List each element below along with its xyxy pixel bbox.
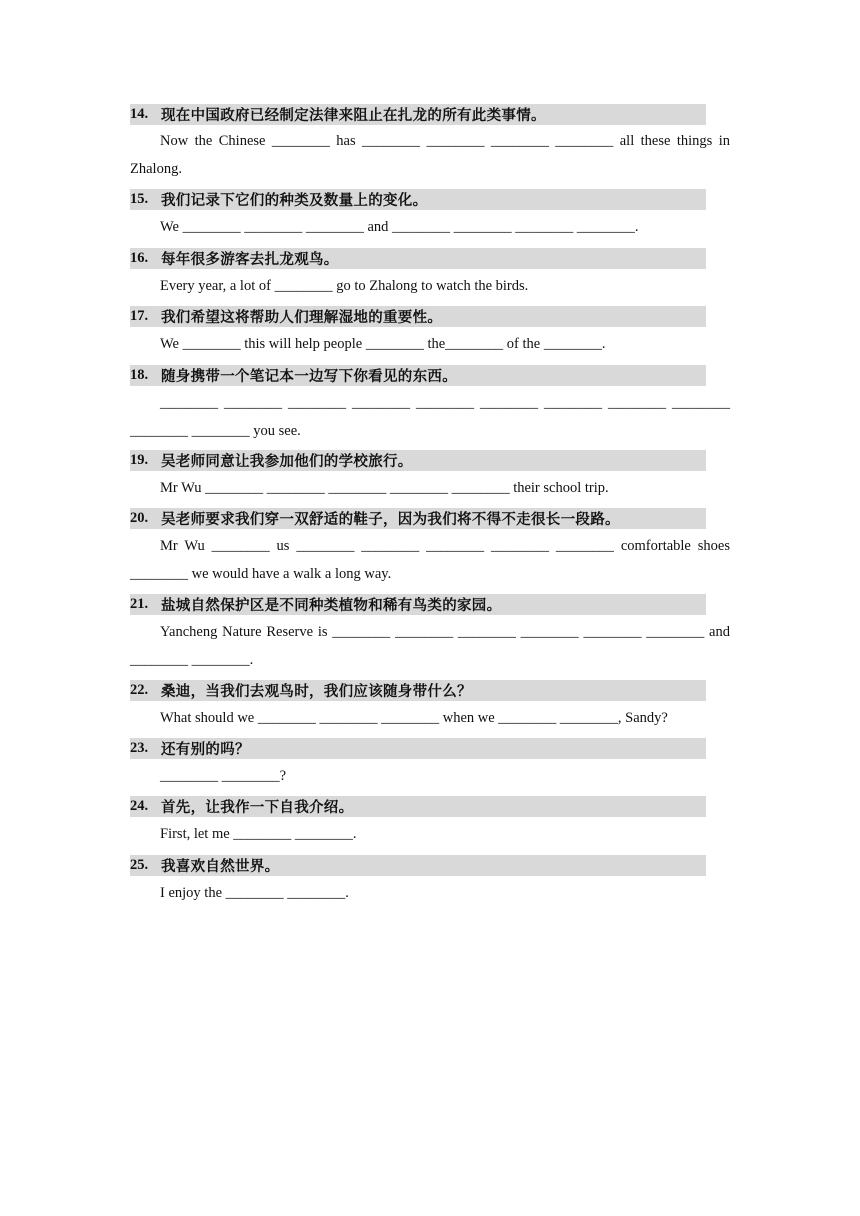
english-translation: Now the Chinese ________ has ________ ________ ________ ________ all these things in Zhalong.: [130, 133, 734, 177]
chinese-sentence: 吴老师要求我们穿一双舒适的鞋子，因为我们将不得不走很长一段路。: [161, 512, 620, 528]
question-number: 21.: [130, 596, 149, 612]
english-translation: First, let me ________ ________.: [160, 826, 357, 842]
question-20: [130, 508, 734, 588]
question-23: [130, 738, 730, 790]
chinese-sentence: 还有别的吗？: [161, 742, 250, 758]
question-22: [130, 680, 730, 732]
question-number: 14.: [130, 106, 149, 122]
question-header: [130, 855, 706, 876]
english-translation: Yancheng Nature Reserve is ________ ________ ________ ________ ________ ________ and ________ ________.: [130, 624, 734, 668]
chinese-sentence: 我们希望这将帮助人们理解湿地的重要性。: [161, 310, 443, 326]
question-header: [130, 680, 706, 701]
question-number: 18.: [130, 367, 149, 383]
question-17: [130, 306, 730, 358]
question-15: [130, 189, 730, 241]
english-translation: ________ ________?: [160, 768, 287, 784]
question-header: [130, 796, 706, 817]
english-translation: We ________ ________ ________ and ________ ________ ________ ________.: [160, 219, 639, 235]
question-16: [130, 248, 730, 300]
question-header: [130, 189, 706, 210]
chinese-sentence: 吴老师同意让我参加他们的学校旅行。: [161, 454, 413, 470]
question-number: 17.: [130, 308, 149, 324]
question-number: 16.: [130, 250, 149, 266]
question-24: [130, 796, 730, 848]
question-25: [130, 855, 730, 907]
chinese-sentence: 首先，让我作一下自我介绍。: [161, 800, 354, 816]
question-14: [130, 104, 734, 183]
english-translation: I enjoy the ________ ________.: [160, 885, 349, 901]
english-translation: Mr Wu ________ us ________ ________ ________ ________ ________ comfortable shoes ________ we would have a walk a long way.: [130, 538, 734, 582]
question-header: [130, 738, 706, 759]
question-header: [130, 450, 706, 471]
question-number: 23.: [130, 740, 149, 756]
chinese-sentence: 现在中国政府已经制定法律来阻止在扎龙的所有此类事情。: [161, 108, 546, 124]
question-number: 25.: [130, 857, 149, 873]
question-18: [130, 365, 734, 445]
question-number: 19.: [130, 452, 149, 468]
question-header: [130, 248, 706, 269]
chinese-sentence: 随身携带一个笔记本一边写下你看见的东西。: [161, 369, 457, 385]
question-header: [130, 104, 706, 125]
question-header: [130, 365, 706, 386]
english-translation: Mr Wu ________ ________ ________ ________ ________ their school trip.: [160, 480, 609, 496]
english-translation: We ________ this will help people ________ the________ of the ________.: [160, 336, 606, 352]
question-number: 20.: [130, 510, 149, 526]
question-header: [130, 594, 706, 615]
chinese-sentence: 盐城自然保护区是不同种类植物和稀有鸟类的家园。: [161, 598, 502, 614]
chinese-sentence: 我喜欢自然世界。: [161, 859, 280, 875]
english-translation: What should we ________ ________ ________ when we ________ ________, Sandy?: [160, 710, 668, 726]
question-number: 22.: [130, 682, 149, 698]
question-header: [130, 306, 706, 327]
question-19: [130, 450, 730, 502]
question-21: [130, 594, 734, 674]
chinese-sentence: 每年很多游客去扎龙观鸟。: [161, 252, 339, 268]
question-number: 24.: [130, 798, 149, 814]
english-translation: Every year, a lot of ________ go to Zhalong to watch the birds.: [160, 278, 529, 294]
question-header: [130, 508, 706, 529]
question-number: 15.: [130, 191, 149, 207]
chinese-sentence: 我们记录下它们的种类及数量上的变化。: [161, 193, 428, 209]
chinese-sentence: 桑迪，当我们去观鸟时，我们应该随身带什么？: [161, 684, 472, 700]
english-translation: ________ ________ ________ ________ ________ ________ ________ ________ ________ ________ ________ you see.: [130, 395, 734, 439]
